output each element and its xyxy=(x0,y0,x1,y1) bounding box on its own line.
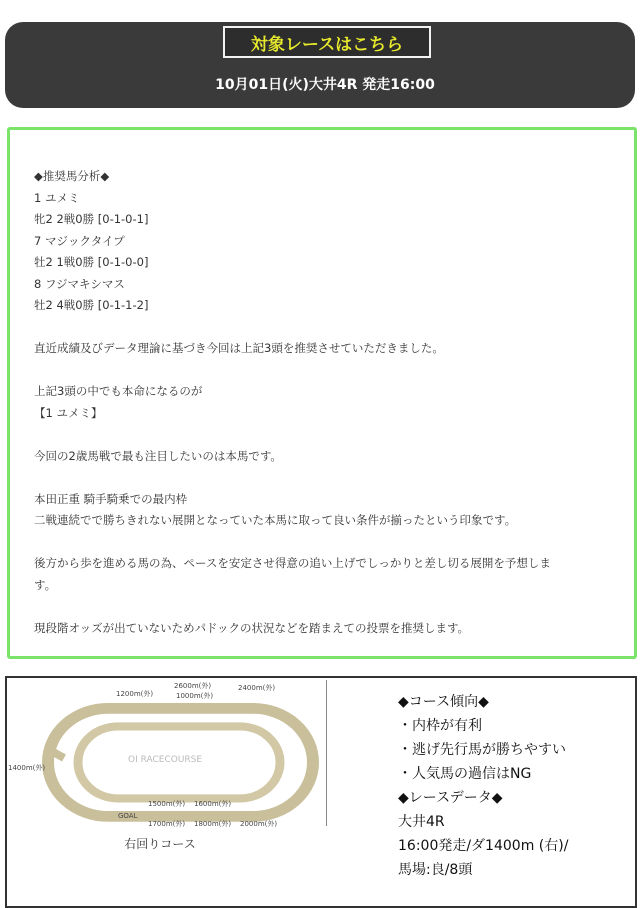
course-map xyxy=(8,680,324,830)
analysis-line xyxy=(34,424,614,446)
analysis-line: 牡2 1戦0勝 [0-1-0-0] xyxy=(34,255,149,269)
analysis-line: 【1 ユメミ】 xyxy=(34,405,103,420)
tendency-line: 馬場:良/8頭 xyxy=(398,862,473,878)
analysis-line: 二戦連続でで勝ちきれない展開となっていた本馬に取って良い条件が揃ったという印象です。 xyxy=(34,513,517,527)
analysis-line xyxy=(34,532,614,554)
marker-1800: 1800m(外) xyxy=(194,820,232,828)
race-header xyxy=(5,22,635,108)
marker-1400: 1400m(外) xyxy=(8,764,46,772)
analysis-line xyxy=(34,596,614,618)
analysis-line: ◆推奨馬分析◆ xyxy=(34,169,110,183)
analysis-text xyxy=(34,166,614,639)
analysis-line: 現段階オッズが出ていないためパドックの状況などを踏まえての投票を推奨します。 xyxy=(34,620,470,635)
race-info: 10月01日(火)大井4R 発走16:00 xyxy=(215,77,435,93)
course-direction-label: 右回りコース xyxy=(124,837,196,851)
marker-2400: 2400m(外) xyxy=(238,684,276,692)
marker-goal: GOAL xyxy=(118,812,138,820)
tendency-line: ◆レースデータ◆ xyxy=(398,790,503,806)
marker-1600: 1600m(外) xyxy=(194,800,232,808)
tendency-line: 大井4R xyxy=(398,814,445,830)
analysis-line: 上記3頭の中でも本命になるのが xyxy=(34,384,203,398)
tendency-line: 16:00発走/ダ1400m (右)/ xyxy=(398,838,569,854)
tendency-line: ・逃げ先行馬が勝ちやすい xyxy=(398,742,566,758)
tendency-line: ・内枠が有利 xyxy=(398,718,482,734)
analysis-line: 牡2 4戦0勝 [0-1-1-2] xyxy=(34,298,149,312)
marker-1000: 1000m(外) xyxy=(176,692,214,700)
marker-1200: 1200m(外) xyxy=(116,690,154,698)
analysis-line: 本田正重 騎手騎乗での最内枠 xyxy=(34,491,188,506)
track-name: OI RACECOURSE xyxy=(128,755,203,765)
header-title: 対象レースはこちら xyxy=(223,26,431,58)
marker-2600: 2600m(外) xyxy=(174,682,212,690)
marker-2000: 2000m(外) xyxy=(240,820,278,828)
analysis-line xyxy=(34,467,614,489)
marker-1700: 1700m(外) xyxy=(148,820,186,828)
marker-1500: 1500m(外) xyxy=(148,800,186,808)
tendency-line: ◆コース傾向◆ xyxy=(398,694,489,710)
analysis-line: 直近成績及びデータ理論に基づき今回は上記3頭を推奨させていただきました。 xyxy=(34,341,444,355)
analysis-line: 1 ユメミ xyxy=(34,190,80,205)
analysis-line: 今回の2歳馬戦で最も注目したいのは本馬です。 xyxy=(34,448,282,463)
analysis-line xyxy=(34,317,614,339)
analysis-line: 牝2 2戦0勝 [0-1-0-1] xyxy=(34,212,149,226)
analysis-line: 後方から歩を進める馬の為、ペースを安定させ得意の追い上げでしっかりと差し切る展開を予想しま xyxy=(34,556,551,570)
analysis-line: 7 マジックタイプ xyxy=(34,233,125,248)
analysis-panel xyxy=(7,127,637,659)
course-divider xyxy=(326,680,327,826)
course-tendency xyxy=(398,690,628,882)
analysis-line: 8 フジマキシマス xyxy=(34,276,125,291)
analysis-line xyxy=(34,360,614,382)
analysis-line: す。 xyxy=(34,577,57,592)
tendency-line: ・人気馬の過信はNG xyxy=(398,766,532,782)
